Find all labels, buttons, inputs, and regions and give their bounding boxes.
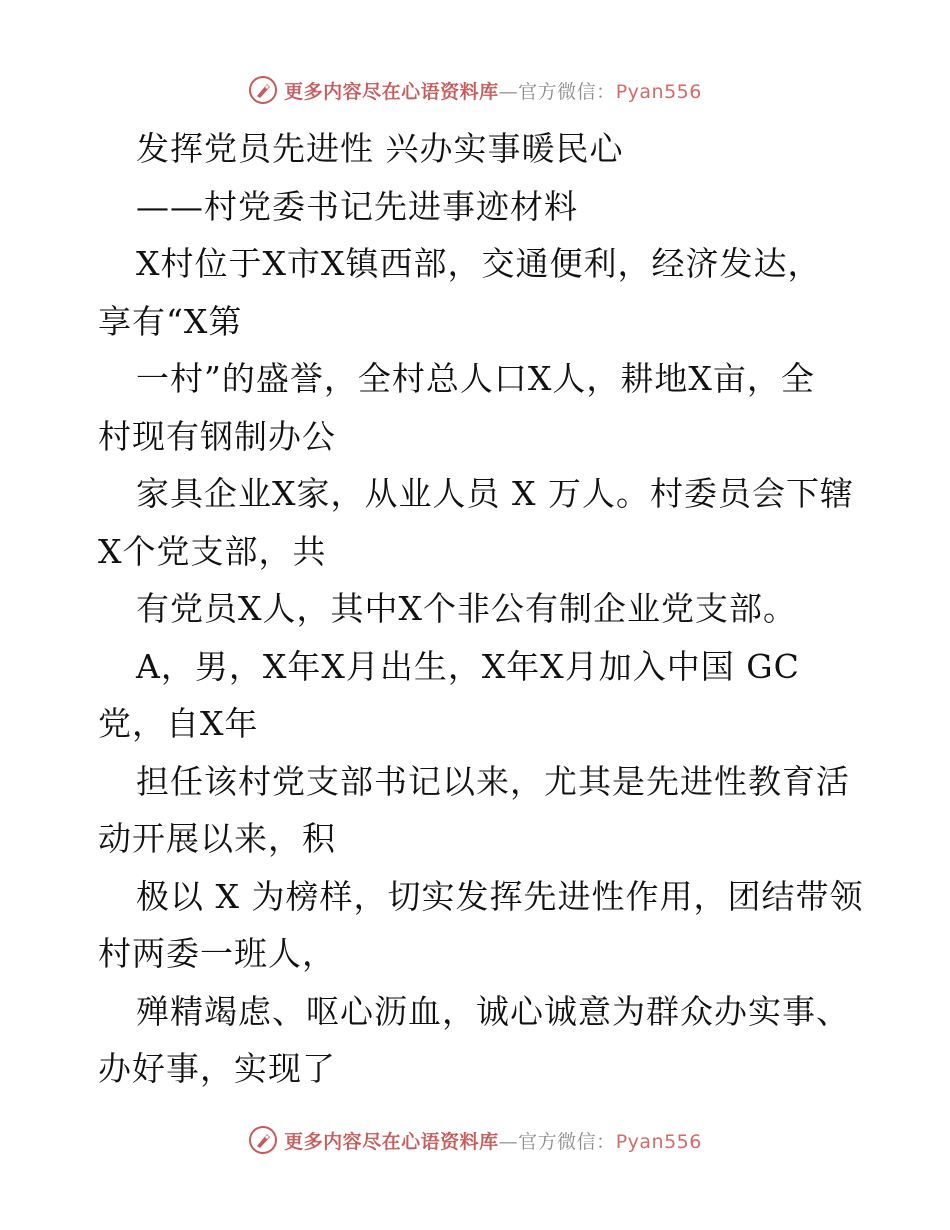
header-wechat-id: Pyan556 — [615, 80, 702, 103]
footer-banner — [0, 1120, 950, 1160]
footer-wechat-id: Pyan556 — [615, 1130, 702, 1153]
text-line: 有党员X人，其中X个非公有制企业党支部。 — [136, 589, 797, 628]
header-brand: 更多内容尽在心语资料库 — [284, 80, 499, 103]
text-line: 党，自X年 — [98, 704, 259, 743]
document-title: 发挥党员先进性 兴办实事暖民心 — [136, 129, 624, 168]
text-line: 殚精竭虑、呕心沥血，诚心诚意为群众办实事、 — [136, 991, 850, 1031]
header-official-label: 官方微信： — [518, 80, 616, 103]
document-body — [98, 120, 864, 1098]
text-line: X村位于X市X镇西部，交通便利，经济发达， — [136, 244, 822, 283]
text-line: A，男，X年X月出生，X年X月加入中国 GC — [136, 646, 800, 686]
footer-separator: — — [498, 1130, 519, 1153]
text-line: 一村”的盛誉，全村总人口X人，耕地X亩，全 — [136, 359, 815, 398]
header-banner — [0, 70, 950, 110]
pen-nib-logo-icon — [248, 75, 278, 105]
footer-brand: 更多内容尽在心语资料库 — [284, 1130, 499, 1153]
text-line: 动开展以来，积 — [98, 819, 336, 858]
text-line: 家具企业X家，从业人员 X 万人。村委员会下辖 — [136, 474, 854, 513]
text-line: 极以 X 为榜样，切实发挥先进性作用，团结带领 — [136, 876, 864, 916]
text-line: 村两委一班人， — [98, 934, 336, 973]
text-line: X个党支部，共 — [98, 531, 327, 571]
text-line: 村现有钢制办公 — [98, 416, 336, 456]
text-line: 担任该村党支部书记以来，尤其是先进性教育活 — [136, 761, 850, 801]
footer-official-label: 官方微信： — [518, 1130, 616, 1153]
header-separator: — — [498, 80, 519, 103]
text-line: 享有“X第 — [98, 301, 243, 341]
document-subtitle: ——村党委书记先进事迹材料 — [136, 186, 578, 226]
pen-nib-logo-icon — [248, 1125, 278, 1155]
text-line: 办好事，实现了 — [98, 1049, 336, 1088]
